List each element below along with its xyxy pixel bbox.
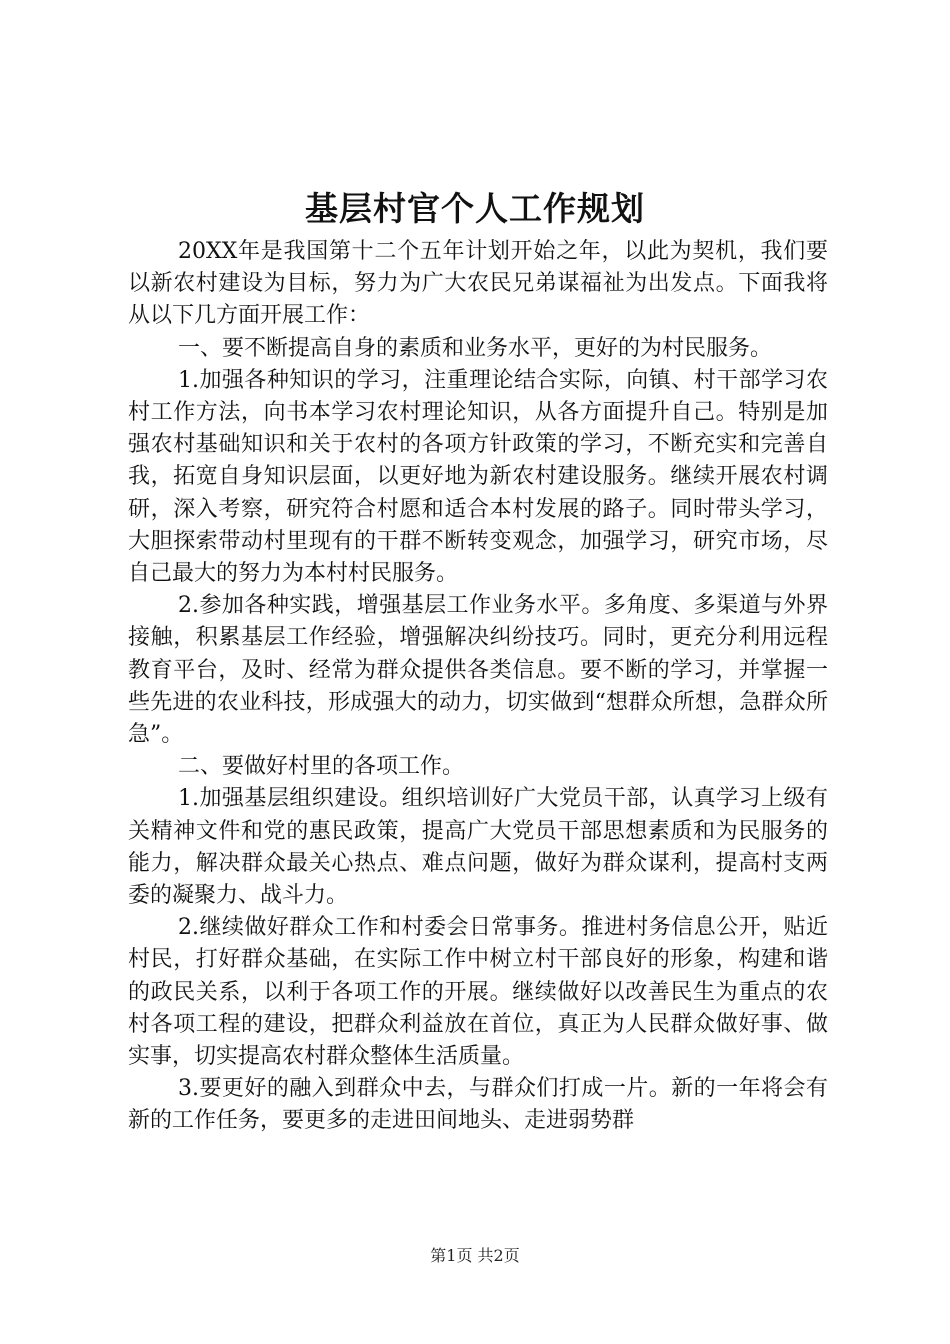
page-footer: 第1页 共2页 [430, 1246, 520, 1265]
section-heading-1: 一、要不断提高自身的素质和业务水平，更好的为村民服务。 [178, 335, 773, 361]
paragraph-1-1: 1.加强各种知识的学习，注重理论结合实际，向镇、村干部学习农村工作方法，向书本学习农村理论知识，从各方面提升自己。特别是加强农村基础知识和关于农村的各项方针政策的学习，不断充实和完善自我，拓宽自身知识层面，以更好地为新农村建设服务。继续开展农村调研，深入考察，研究符合村愿和适合本村发展的路子。同时带头学习，大胆探索带动村里现有的干群不断转变观念，加强学习，研究市场，尽自己最大的努力为本村村民服务。 [128, 367, 828, 587]
document-title: 基层村官个人工作规划 [305, 189, 645, 228]
paragraph-2-3: 3.要更好的融入到群众中去，与群众们打成一片。新的一年将会有新的工作任务，要更多的走进田间地头、走进弱势群 [128, 1076, 828, 1134]
paragraph-2-2: 2.继续做好群众工作和村委会日常事务。推进村务信息公开，贴近村民，打好群众基础，在实际工作中树立村干部良好的形象，构建和谐的政民关系，以利于各项工作的开展。继续做好以改善民生为重点的农村各项工程的建设，把群众利益放在首位，真正为人民群众做好事、做实事，切实提高农村群众整体生活质量。 [128, 915, 828, 1070]
paragraph-intro: 20XX年是我国第十二个五年计划开始之年，以此为契机，我们要以新农村建设为目标，努力为广大农民兄弟谋福祉为出发点。下面我将从以下几方面开展工作： [128, 239, 828, 329]
paragraph-2-1: 1.加强基层组织建设。组织培训好广大党员干部，认真学习上级有关精神文件和党的惠民政策，提高广大党员干部思想素质和为民服务的能力，解决群众最关心热点、难点问题，做好为群众谋利，提高村支两委的凝聚力、战斗力。 [128, 786, 828, 909]
document-body [128, 236, 828, 1138]
section-heading-2: 二、要做好村里的各项工作。 [178, 754, 465, 780]
paragraph-1-2: 2.参加各种实践，增强基层工作业务水平。多角度、多渠道与外界接触，积累基层工作经验，增强解决纠纷技巧。同时，更充分利用远程教育平台，及时、经常为群众提供各类信息。要不断的学习，并掌握一些先进的农业科技，形成强大的动力，切实做到“想群众所想，急群众所急”。 [128, 593, 828, 748]
